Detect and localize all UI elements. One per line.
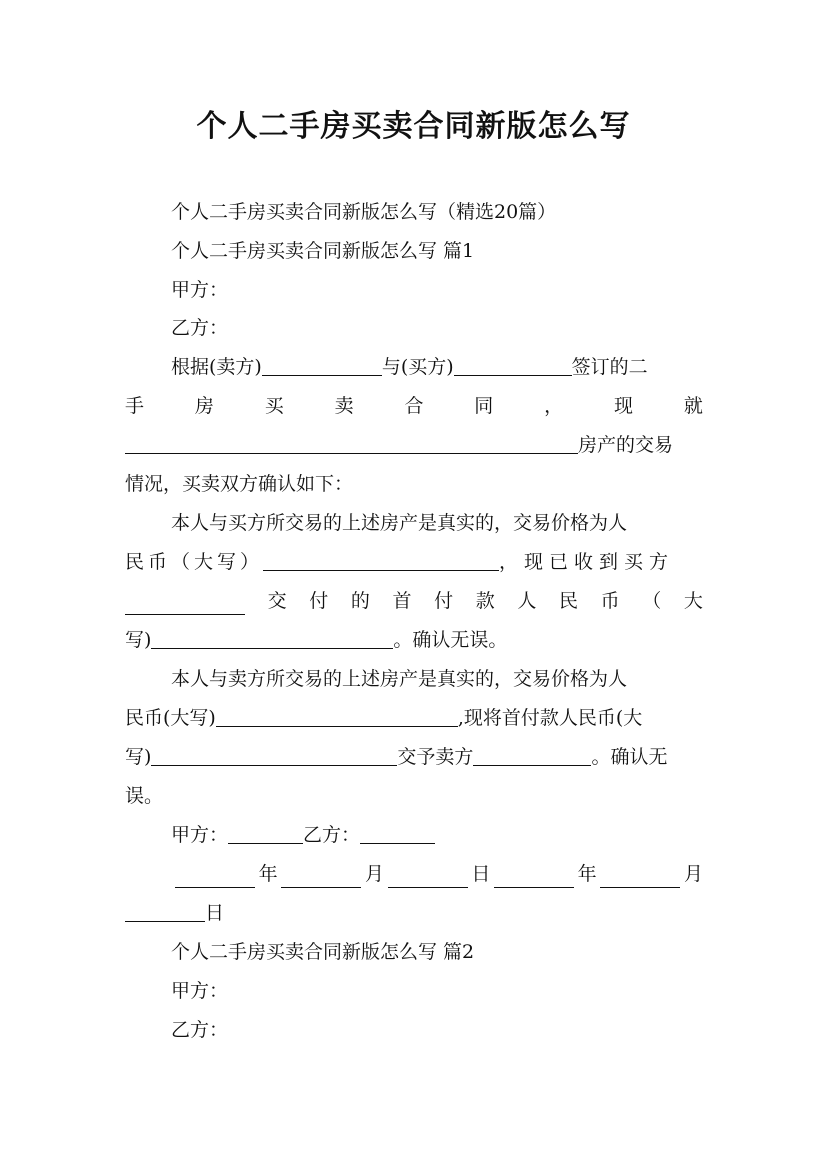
word: 民 [558, 590, 578, 612]
year-label-2: 年 [577, 863, 597, 885]
rmb-caps-line [125, 548, 703, 576]
year-label: 年 [258, 863, 278, 885]
party-a-label-2: 甲方： [171, 980, 229, 1002]
caps-close: 写) [125, 629, 152, 651]
caps-close: 写) [125, 746, 152, 768]
word: ， [544, 395, 564, 417]
word: 的 [350, 590, 370, 612]
confirm-no-text: 。确认无 [591, 746, 668, 768]
seller-name-blank [473, 745, 591, 766]
buyer-name-blank [125, 594, 245, 615]
justified-contract-line [125, 392, 703, 420]
party-b-label-2: 乙方： [171, 1019, 229, 1041]
section-1-heading: 个人二手房买卖合同新版怎么写 篇1 [171, 240, 475, 262]
rmb-caps-line-2 [125, 704, 703, 732]
word: 买 [264, 395, 284, 417]
contract-basis-line [125, 353, 703, 381]
party-a-sign-blank [228, 823, 303, 844]
party-b-label: 乙方： [171, 317, 229, 339]
word: 现 [614, 395, 634, 417]
year-blank [175, 867, 255, 888]
seller-label: 根据(卖方) [171, 356, 262, 378]
property-tail: 房产的交易 [578, 434, 674, 456]
word: 就 [683, 395, 703, 417]
party-b-sign-blank [360, 823, 435, 844]
word: 付 [309, 590, 329, 612]
caps-amount-line [125, 626, 703, 654]
document-subtitle: 个人二手房买卖合同新版怎么写（精选20篇） [171, 201, 557, 223]
buyer-blank [454, 355, 572, 376]
give-seller-line [125, 743, 703, 771]
word: 房 [194, 395, 214, 417]
property-blank [125, 433, 578, 454]
down-payment-line [125, 587, 703, 615]
date-line [125, 860, 703, 888]
word: 同 [474, 395, 494, 417]
document-title: 个人二手房买卖合同新版怎么写 [196, 109, 631, 144]
down-payment-blank [151, 628, 393, 649]
price-caps-blank-2 [216, 706, 458, 727]
no-error-text: 。确认无误。 [393, 629, 508, 651]
month-label-2: 月 [683, 863, 703, 885]
seller-statement-intro: 本人与买方所交易的上述房产是真实的，交易价格为人 [171, 512, 628, 534]
error-end-line: 误。 [125, 785, 164, 807]
day-blank [388, 867, 468, 888]
day-label-2: 日 [205, 902, 225, 924]
day-blank-2 [125, 901, 205, 922]
month-blank [281, 867, 361, 888]
section-2-heading: 个人二手房买卖合同新版怎么写 篇2 [171, 941, 475, 963]
sign-party-b: 乙方： [303, 824, 361, 846]
year-blank-2 [494, 867, 574, 888]
received-text: ，现已收到买方 [499, 551, 675, 573]
word: 付 [434, 590, 454, 612]
word: 首 [392, 590, 412, 612]
give-seller-text: 交予卖方 [397, 746, 474, 768]
will-pay-text: ,现将首付款人民币(大 [457, 707, 643, 729]
day-label: 日 [471, 863, 491, 885]
day-line [125, 899, 703, 927]
signature-line [125, 821, 703, 849]
word: （ [642, 590, 662, 612]
month-blank-2 [600, 867, 680, 888]
confirm-line: 情况，买卖双方确认如下： [125, 473, 354, 495]
signed-text: 签订的二 [571, 356, 648, 378]
party-a-label: 甲方： [171, 279, 229, 301]
word: 合 [404, 395, 424, 417]
word: 卖 [334, 395, 354, 417]
buyer-statement-intro: 本人与卖方所交易的上述房产是真实的，交易价格为人 [171, 668, 628, 690]
word: 币 [600, 590, 620, 612]
word: 大 [683, 590, 703, 612]
property-line [125, 431, 703, 459]
rmb-caps-label: 民币（大写） [125, 551, 264, 573]
word: 手 [125, 395, 145, 417]
word: 人 [517, 590, 537, 612]
buyer-label: 与(买方) [381, 356, 454, 378]
word: 交 [267, 590, 287, 612]
rmb-caps-label: 民币(大写) [125, 707, 216, 729]
word: 款 [475, 590, 495, 612]
down-payment-blank-2 [151, 745, 397, 766]
sign-party-a: 甲方： [171, 824, 229, 846]
price-caps-blank [263, 550, 499, 571]
month-label: 月 [364, 863, 384, 885]
seller-blank [262, 355, 382, 376]
